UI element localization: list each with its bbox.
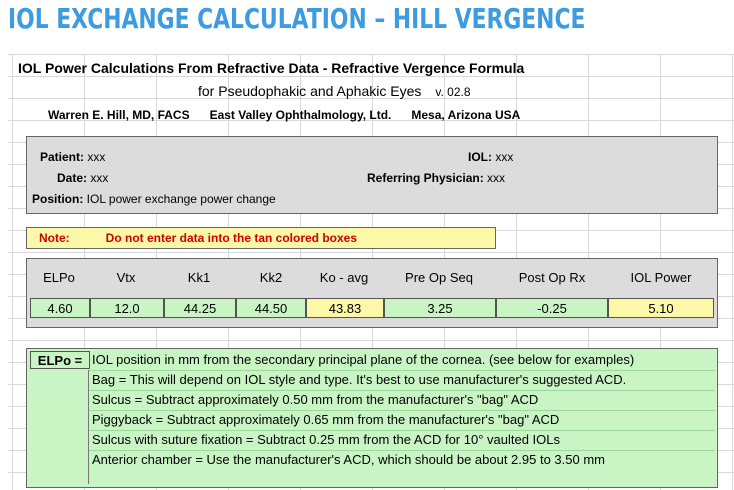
col-head-elpo: ELPo [43, 270, 75, 285]
col-head-vtx: Vtx [116, 270, 136, 285]
date-field[interactable] [57, 171, 108, 185]
elpo-input[interactable]: 4.60 [30, 298, 90, 318]
page-title: IOL EXCHANGE CALCULATION – HILL VERGENCE [8, 2, 586, 35]
iol-field[interactable] [468, 150, 513, 164]
referring-physician-label: Referring Physician: [367, 171, 484, 185]
elpo-line: Piggyback = Subtract approximately 0.65 mm from the manufacturer's "bag" ACD [92, 412, 560, 427]
iol-power-output: 5.10 [608, 298, 714, 318]
patient-label: Patient: [40, 150, 85, 164]
referring-physician-value: xxx [487, 171, 506, 185]
version-label: v. 02.8 [435, 85, 471, 99]
pre-op-seq-input[interactable]: 3.25 [384, 298, 496, 318]
note-label: Note: [39, 231, 70, 245]
kk1-input[interactable]: 44.25 [164, 298, 236, 318]
position-field[interactable] [32, 192, 276, 206]
position-label: Position: [32, 192, 84, 206]
patient-field[interactable] [40, 150, 105, 164]
iol-value: xxx [495, 150, 514, 164]
practice-location: Mesa, Arizona USA [411, 108, 521, 122]
elpo-line: Bag = This will depend on IOL style and type. It's best to use manufacturer's suggested ACD. [92, 372, 627, 387]
iol-label: IOL: [468, 150, 492, 164]
col-head-pre-op-seq: Pre Op Seq [405, 270, 473, 285]
practice-name: East Valley Ophthalmology, Ltd. [209, 108, 392, 122]
elpo-line: Anterior chamber = Use the manufacturer's ACD, which should be about 2.95 to 3.50 mm [92, 452, 605, 467]
ko-avg-output: 43.83 [306, 298, 384, 318]
sheet-title: IOL Power Calculations From Refractive Data - Refractive Vergence Formula [18, 60, 525, 76]
col-head-ko-avg: Ko - avg [319, 270, 369, 285]
col-head-iol-power: IOL Power [630, 270, 692, 285]
position-value: IOL power exchange power change [86, 192, 276, 206]
elpo-label: ELPo = [30, 351, 90, 369]
date-label: Date: [57, 171, 88, 185]
note-message: Do not enter data into the tan colored boxes [105, 231, 358, 245]
elpo-line: IOL position in mm from the secondary principal plane of the cornea. (see below for examples) [92, 352, 635, 367]
author-name: Warren E. Hill, MD, FACS [48, 108, 190, 122]
kk2-input[interactable]: 44.50 [236, 298, 306, 318]
sheet-subtitle [198, 83, 471, 99]
post-op-rx-input[interactable]: -0.25 [496, 298, 608, 318]
author-line [48, 108, 540, 122]
col-head-kk2: Kk2 [259, 270, 283, 285]
date-value: xxx [90, 171, 109, 185]
col-head-post-op-rx: Post Op Rx [518, 270, 586, 285]
note-banner [26, 227, 496, 249]
elpo-line: Sulcus with suture fixation = Subtract 0.25 mm from the ACD for 10° vaulted IOLs [92, 432, 560, 447]
elpo-line: Sulcus = Subtract approximately 0.50 mm from the manufacturer's "bag" ACD [92, 392, 539, 407]
vtx-input[interactable]: 12.0 [90, 298, 164, 318]
patient-value: xxx [87, 150, 106, 164]
referring-physician-field[interactable] [367, 171, 505, 185]
col-head-kk1: Kk1 [187, 270, 211, 285]
subtitle-text: for Pseudophakic and Aphakic Eyes [198, 83, 422, 99]
